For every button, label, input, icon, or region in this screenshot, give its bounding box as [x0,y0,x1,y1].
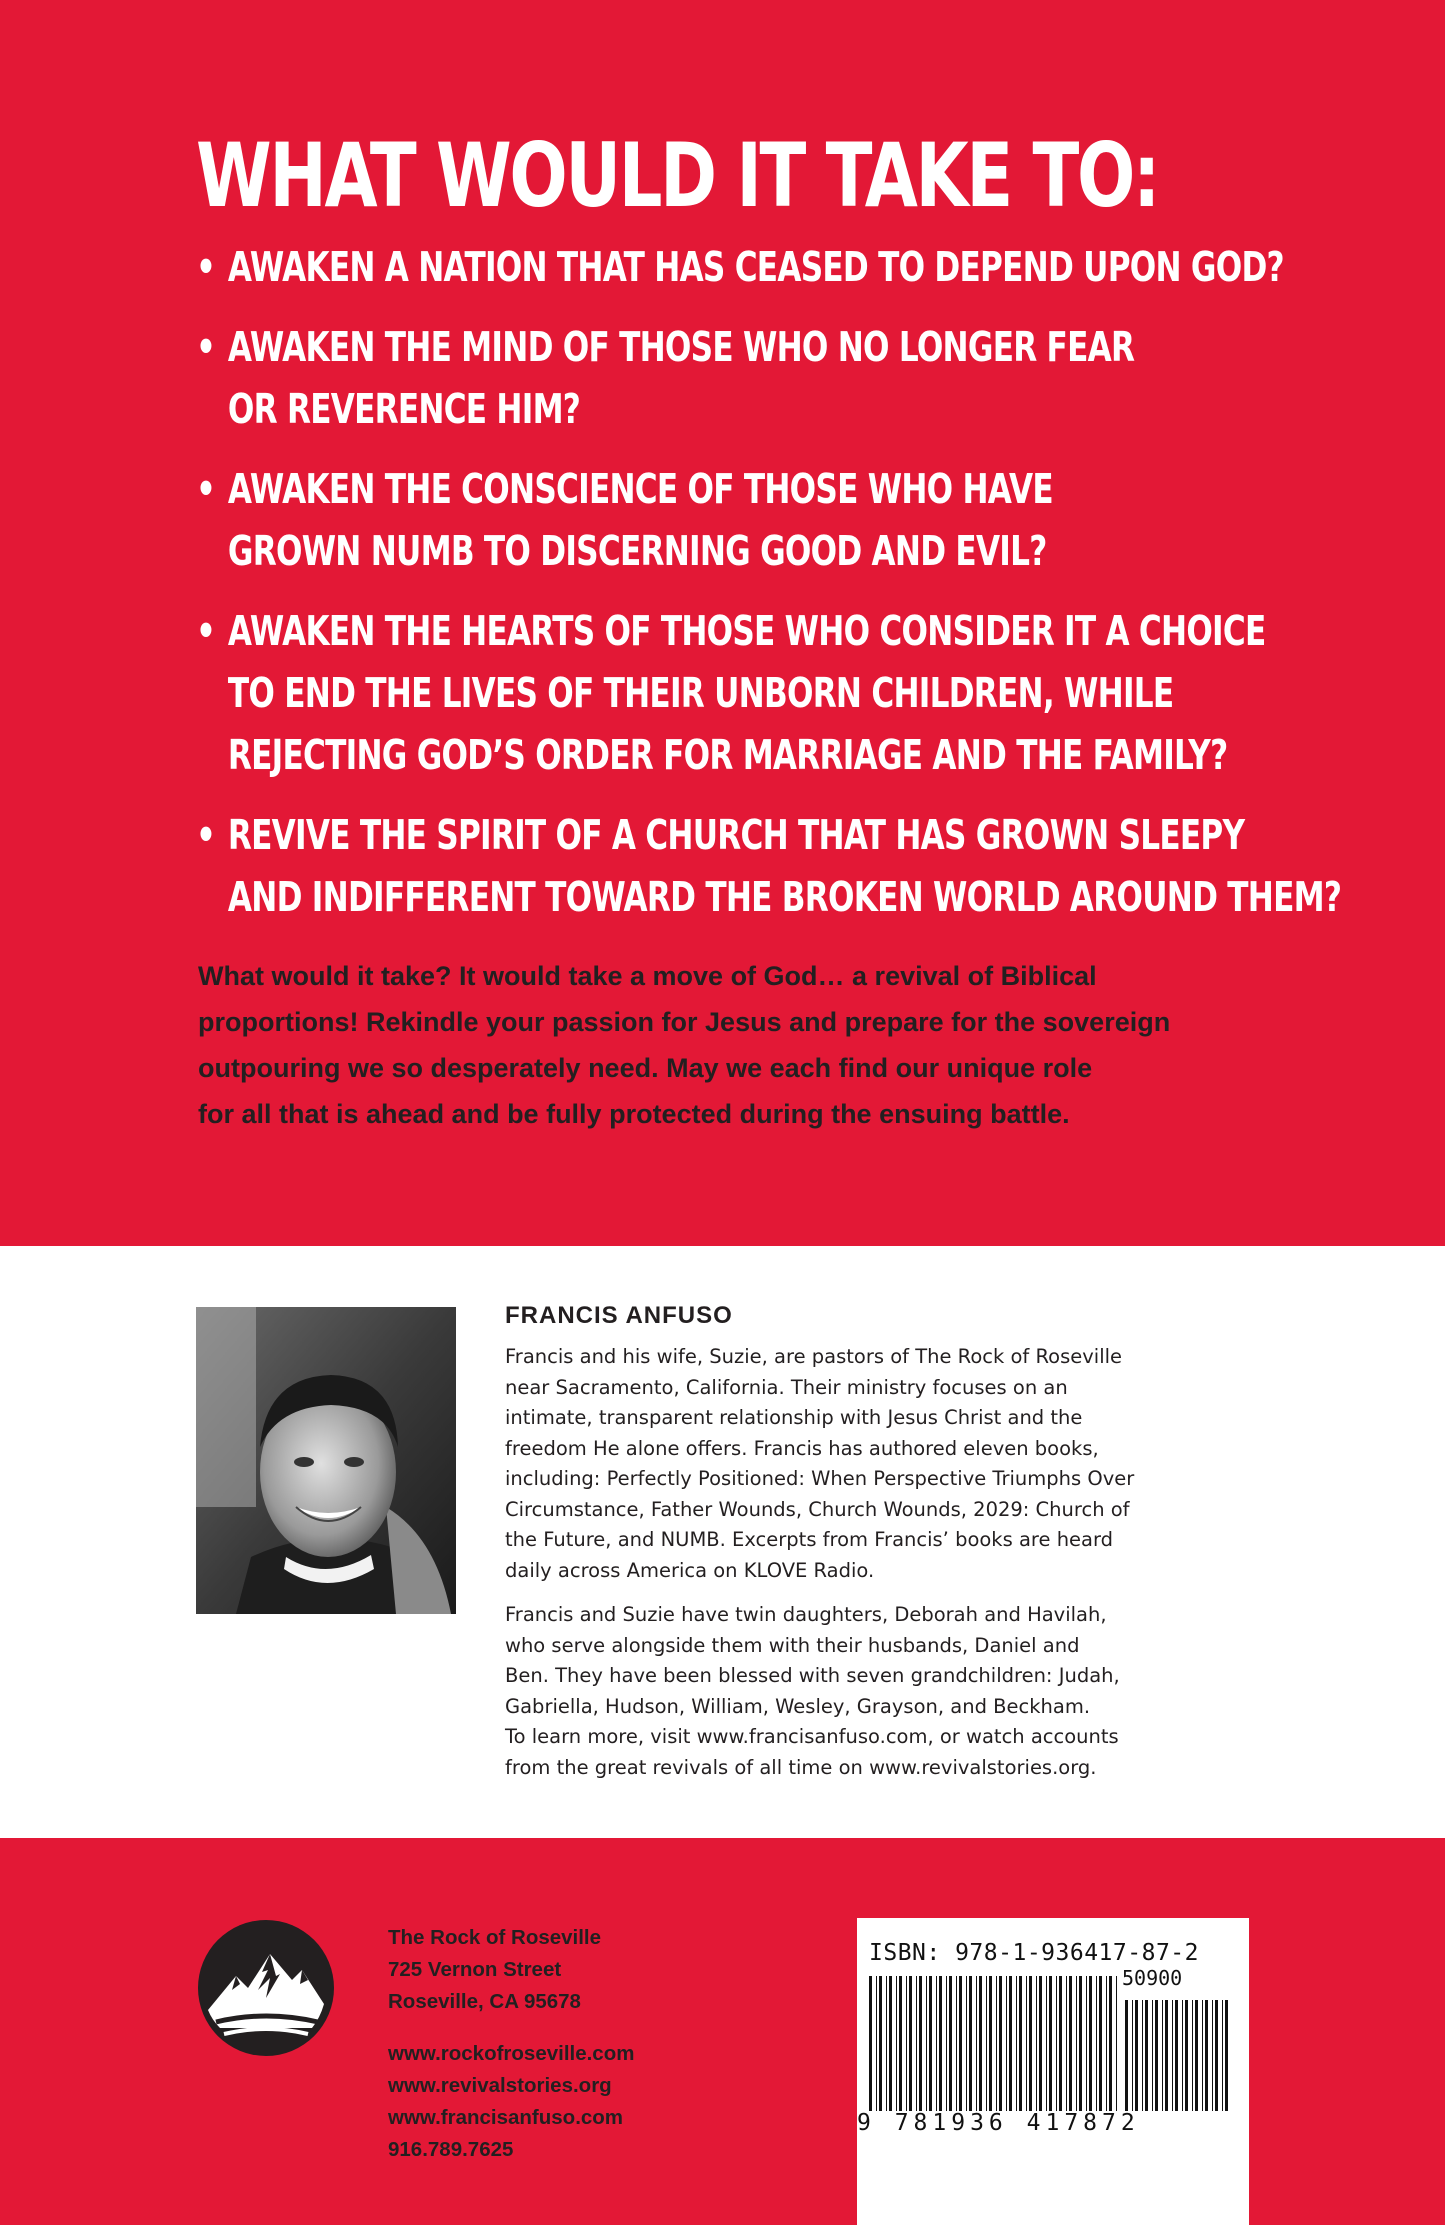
bio-line: including: Perfectly Positioned: When Perspective Triumphs Over [505,1467,1135,1490]
barcode-bar [999,1976,1002,2111]
author-photo [196,1307,456,1614]
barcode-bar [1155,2000,1158,2111]
summary-line: outpouring we so desperately need. May we each find our unique role [198,1053,1093,1083]
barcode-bar [1106,1976,1107,2111]
headline: WHAT WOULD IT TAKE TO: [196,124,1159,227]
barcode-bar [879,1976,882,2111]
question-item [196,316,1341,440]
ean-digits: 9 781936 417872 [857,2110,1140,2136]
barcode-bar [919,1976,922,2111]
bullet: • [196,465,216,513]
barcode-bar [969,1976,972,2111]
barcode-bar [1205,2000,1208,2111]
address-line: 725 Vernon Street [388,1958,562,1981]
barcode-bar [889,1976,892,2111]
bullet: • [196,811,216,859]
summary-line: proportions! Rekindle your passion for Jesus and prepare for the sovereign [198,1007,1171,1037]
barcode-bar [1225,2000,1228,2111]
barcode-bar [1192,2000,1193,2111]
bio-line: from the great revivals of all time on www.revivalstories.org. [505,1755,1097,1779]
question-line: REVIVE THE SPIRIT OF A CHURCH THAT HAS GROWN SLEEPY [227,811,1245,859]
barcode-bar [1056,1976,1057,2111]
bio-line: freedom He alone offers. Francis has authored eleven books, [505,1436,1099,1460]
bio-line: Gabriella, Hudson, William, Wesley, Grayson, and Beckham. [505,1694,1091,1718]
website-link: www.revivalstories.org [388,2074,612,2097]
barcode-bar [869,1976,872,2111]
barcode-bar [956,1976,957,2111]
barcode-bar [1019,1976,1022,2111]
barcode-bar [929,1976,932,2111]
barcode-bar [1076,1976,1077,2111]
bio-line: intimate, transparent relationship with Jesus Christ and the [505,1406,1083,1429]
barcode-bar [1212,2000,1213,2111]
question-line: OR REVERENCE HIM? [227,385,581,433]
summary-line: for all that is ahead and be fully protected during the ensuing battle. [198,1099,1070,1129]
barcode-bar [1195,2000,1198,2111]
bullet: • [196,607,216,655]
question-item [196,236,1341,298]
barcode-bar [1046,1976,1047,2111]
bio-line: who serve alongside them with their husbands, Daniel and [505,1633,1080,1657]
barcode-bar [1089,1976,1092,2111]
bio-paragraph-2 [505,1600,1265,1783]
barcode-bar [996,1976,997,2111]
bio-line: Circumstance, Father Wounds, Church Wounds, 2029: Church of [505,1497,1130,1521]
author-name: FRANCIS ANFUSO [505,1302,733,1329]
barcode-bar [896,1976,897,2111]
bio-line: Francis and Suzie have twin daughters, Deborah and Havilah, [505,1603,1107,1626]
bullet: • [196,323,216,371]
barcode-bar [1185,2000,1188,2111]
barcode-bar [1215,2000,1218,2111]
barcode-bar [1165,2000,1168,2111]
barcode-bar [1036,1976,1037,2111]
barcode-bar [906,1976,907,2111]
barcode-bar [886,1976,887,2111]
barcode-bar [1006,1976,1007,2111]
barcode-bar [876,1976,877,2111]
bio-paragraph-1 [505,1342,1265,1586]
barcode-bar [1145,2000,1148,2111]
barcode-bar [1066,1976,1067,2111]
barcode-bar [1049,1976,1052,2111]
phone-number: 916.789.7625 [388,2138,514,2161]
barcode-bar [1086,1976,1087,2111]
question-line: AND INDIFFERENT TOWARD THE BROKEN WORLD AROUND THEM? [227,873,1342,921]
barcode-bar [1096,1976,1097,2111]
barcode-bar [979,1976,982,2111]
question-line: AWAKEN THE CONSCIENCE OF THOSE WHO HAVE [227,465,1053,513]
question-item [196,458,1341,582]
barcode-bar [949,1976,952,2111]
bullet: • [196,243,216,291]
address-line: The Rock of Roseville [388,1926,602,1949]
barcode-bar [1132,2000,1133,2111]
question-line: AWAKEN THE HEARTS OF THOSE WHO CONSIDER IT A CHOICE [227,607,1266,655]
author-bio [505,1342,1265,1783]
summary-paragraph [198,953,1238,1137]
barcode-box [857,1918,1249,2225]
barcode-bar [1175,2000,1178,2111]
barcode-bar [936,1976,937,2111]
question-line: AWAKEN THE MIND OF THOSE WHO NO LONGER FEAR [227,323,1135,371]
barcode-bar [1059,1976,1062,2111]
barcode-bar [1142,2000,1143,2111]
barcode-bar [1069,1976,1072,2111]
summary-line: What would it take? It would take a move of God… a revival of Biblical [198,961,1097,991]
website-link: www.francisanfuso.com [388,2106,624,2129]
barcode-bar [1135,2000,1138,2111]
barcode-bar [1222,2000,1223,2111]
barcode-bars [869,1976,1239,2116]
question-line: REJECTING GOD’S ORDER FOR MARRIAGE AND THE FAMILY? [227,731,1228,779]
bio-line: Francis and his wife, Suzie, are pastors of The Rock of Roseville [505,1345,1123,1368]
bio-line: the Future, and NUMB. Excerpts from Francis’ books are heard [505,1528,1114,1551]
barcode-bar [1162,2000,1163,2111]
barcode-bar [909,1976,912,2111]
barcode-bar [1152,2000,1153,2111]
barcode-bar [959,1976,962,2111]
barcode-bar [1116,1976,1117,2111]
barcode-bar [899,1976,902,2111]
barcode-bar [1172,2000,1173,2111]
question-line: TO END THE LIVES OF THEIR UNBORN CHILDREN, WHILE [227,669,1174,717]
publisher-contact [388,1922,634,2166]
barcode-bar [966,1976,967,2111]
question-item [196,600,1341,786]
barcode-bar [1026,1976,1027,2111]
barcode-bar [1202,2000,1203,2111]
barcode-bar [926,1976,927,2111]
mountain-logo-icon [196,1918,336,2058]
question-item [196,804,1341,928]
question-line: AWAKEN A NATION THAT HAS CEASED TO DEPEND UPON GOD? [227,243,1284,291]
barcode-bar [1039,1976,1042,2111]
address-line: Roseville, CA 95678 [388,1990,581,2013]
barcode-bar [1125,2000,1128,2111]
bio-line: To learn more, visit www.francisanfuso.com, or watch accounts [505,1725,1119,1748]
barcode-bar [1182,2000,1183,2111]
price-code: 50900 [1122,1966,1183,1990]
website-link: www.rockofroseville.com [388,2042,635,2065]
bio-line: near Sacramento, California. Their ministry focuses on an [505,1375,1068,1399]
bio-line: daily across America on KLOVE Radio. [505,1558,875,1582]
barcode-bar [986,1976,987,2111]
barcode-bar [1029,1976,1032,2111]
bio-line: Ben. They have been blessed with seven grandchildren: Judah, [505,1664,1120,1687]
barcode-bar [976,1976,977,2111]
question-list [196,236,1341,946]
barcode-bar [1079,1976,1082,2111]
barcode-bar [1016,1976,1017,2111]
barcode-bar [916,1976,917,2111]
question-line: GROWN NUMB TO DISCERNING GOOD AND EVIL? [227,527,1047,575]
barcode-bar [989,1976,992,2111]
barcode-bar [1099,1976,1102,2111]
barcode-bar [946,1976,947,2111]
barcode-bar [939,1976,942,2111]
barcode-bar [1109,1976,1112,2111]
barcode-bar [1009,1976,1012,2111]
isbn-label: ISBN: 978-1-936417-87-2 [869,1940,1199,1966]
